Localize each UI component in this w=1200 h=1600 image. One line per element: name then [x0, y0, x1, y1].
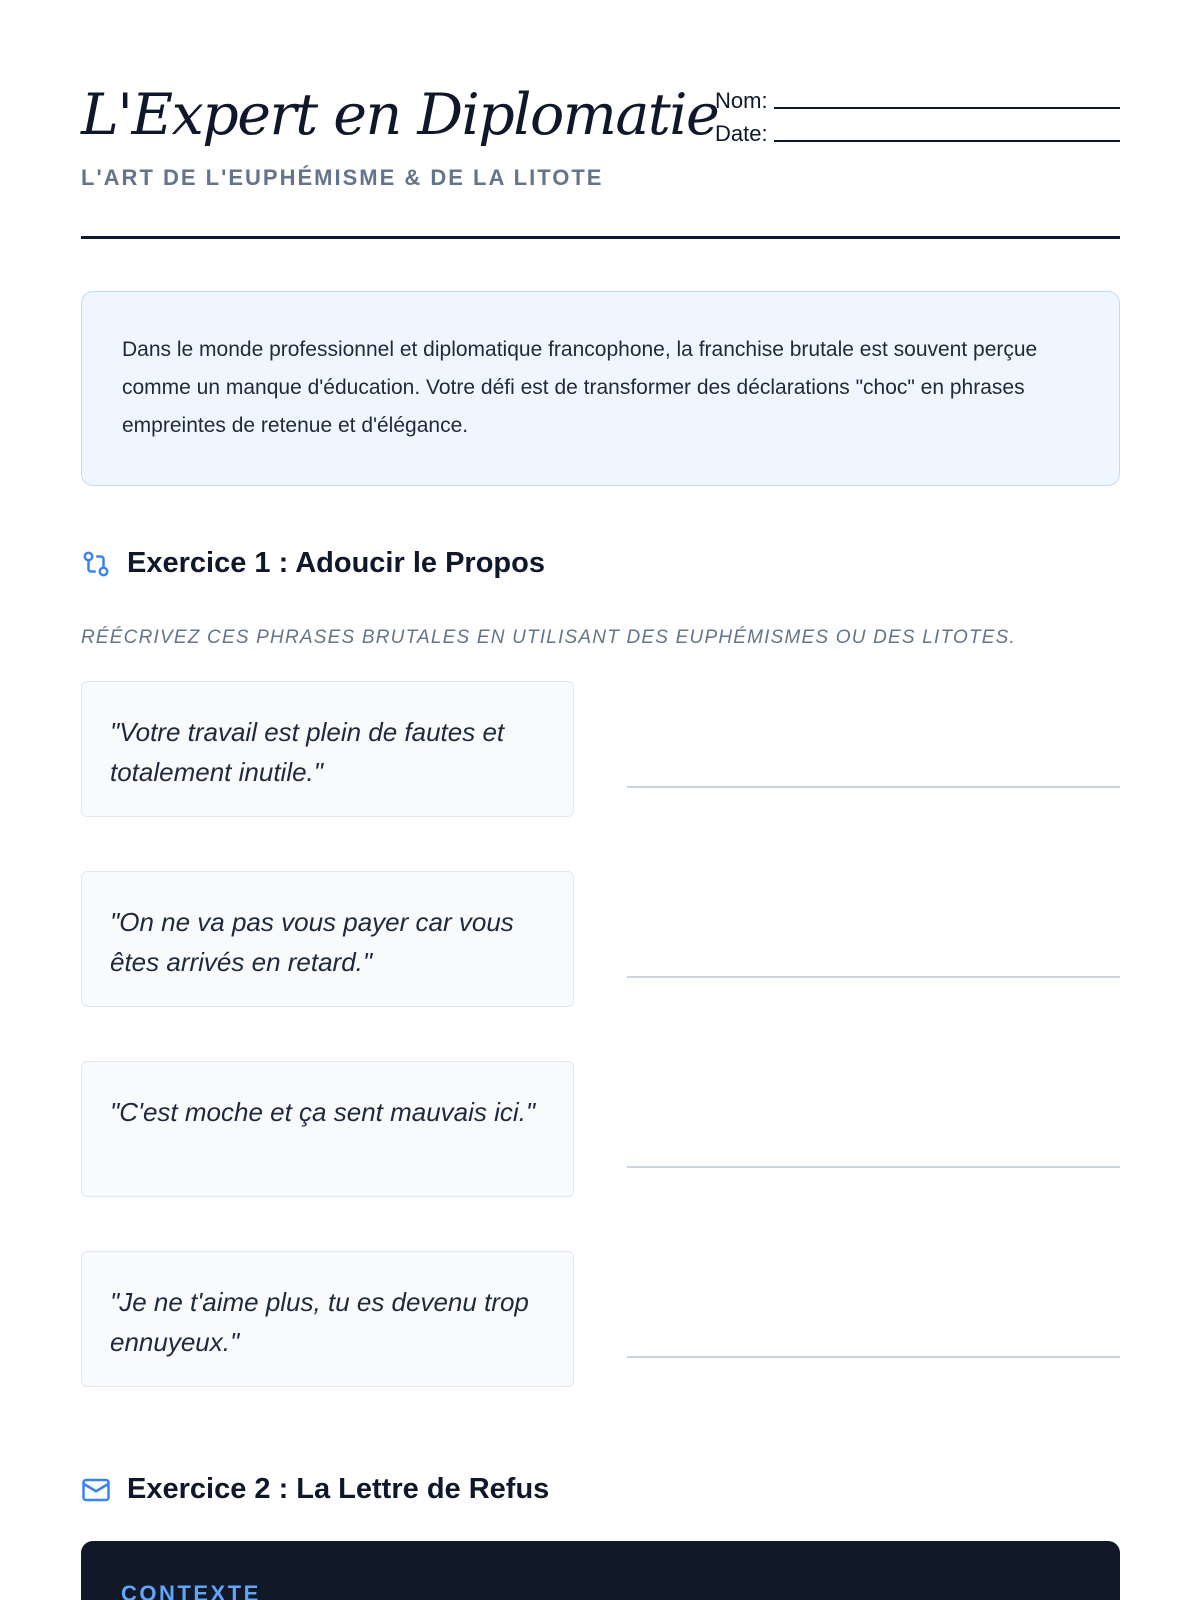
intro-box — [81, 291, 1120, 486]
exercise-row — [81, 681, 1120, 817]
page-title: L'Expert en Diplomatie — [81, 82, 719, 148]
exercise-row — [81, 1251, 1120, 1387]
brutal-phrase-card: "Je ne t'aime plus, tu es devenu trop ennuyeux." — [81, 1251, 574, 1387]
name-label: Nom: — [715, 88, 768, 113]
mail-icon — [81, 1475, 111, 1505]
answer-line[interactable] — [627, 1166, 1120, 1168]
date-row — [715, 114, 1120, 147]
context-box — [81, 1541, 1120, 1600]
page-subtitle: L'ART DE L'EUPHÉMISME & DE LA LITOTE — [81, 165, 604, 190]
answer-line[interactable] — [627, 976, 1120, 978]
exercise-1-instruction: RÉÉCRIVEZ CES PHRASES BRUTALES EN UTILISANT DES EUPHÉMISMES OU DES LITOTES. — [81, 627, 1016, 648]
date-blank[interactable] — [774, 140, 1120, 142]
name-blank[interactable] — [774, 107, 1120, 109]
exercise-2-heading — [81, 1473, 549, 1506]
date-label: Date: — [715, 121, 768, 146]
brutal-phrase-card: "Votre travail est plein de fautes et totalement inutile." — [81, 681, 574, 817]
answer-line[interactable] — [627, 1356, 1120, 1358]
context-label: CONTEXTE — [121, 1581, 261, 1600]
intro-text: Dans le monde professionnel et diplomatique francophone, la franchise brutale est souvent perçue comme un manque d'éducation. Votre défi est de transformer des déclarations "choc" en phrases empreintes de retenue et d'élégance. — [122, 338, 1038, 437]
brutal-phrase-card: "On ne va pas vous payer car vous êtes arrivés en retard." — [81, 871, 574, 1007]
name-row — [715, 81, 1120, 114]
exercise-1-title: Exercice 1 : Adoucir le Propos — [127, 547, 545, 579]
answer-line[interactable] — [627, 786, 1120, 788]
worksheet-header — [81, 70, 1120, 239]
git-compare-icon — [81, 549, 111, 579]
student-info — [715, 81, 1120, 147]
exercise-row — [81, 871, 1120, 1007]
brutal-phrase-card: "C'est moche et ça sent mauvais ici." — [81, 1061, 574, 1197]
exercise-1-heading — [81, 547, 545, 580]
exercise-row — [81, 1061, 1120, 1197]
exercise-2-title: Exercice 2 : La Lettre de Refus — [127, 1473, 550, 1505]
